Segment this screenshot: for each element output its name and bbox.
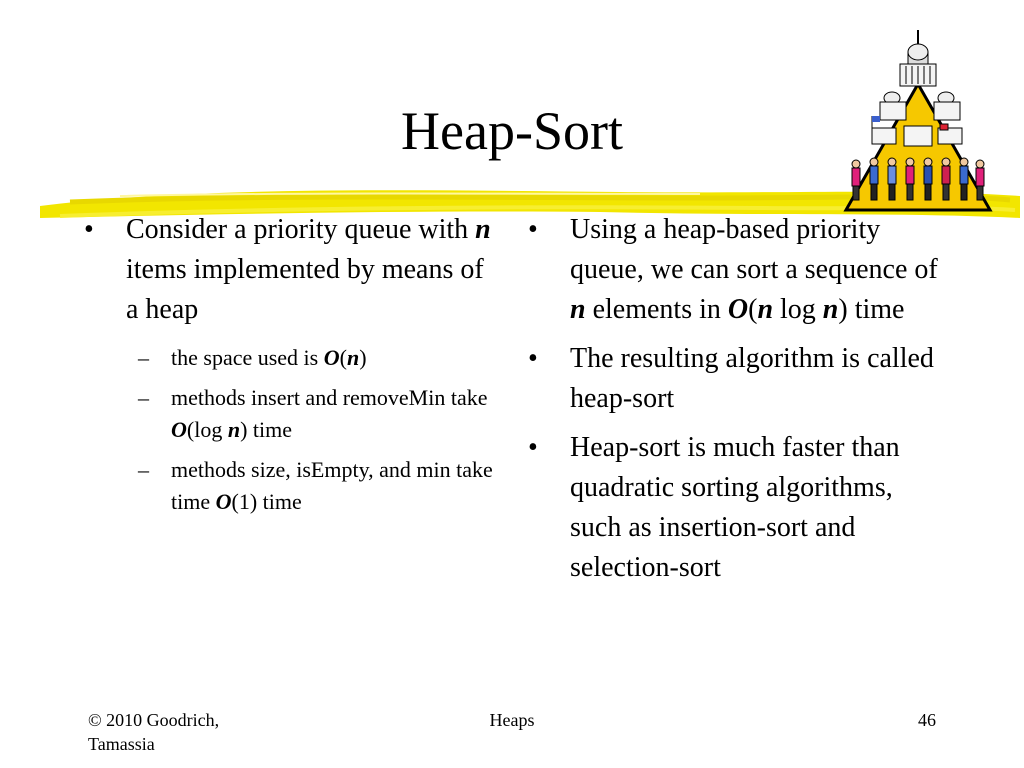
slide-title: Heap-Sort: [401, 101, 623, 161]
bullet-text: ) time: [838, 294, 905, 325]
bullet-heap-sort-name: [528, 339, 948, 419]
sub-text: the space used is: [171, 345, 324, 370]
big-o: O: [171, 417, 187, 442]
bullet-mark: •: [528, 432, 538, 463]
big-o: O: [323, 345, 340, 370]
footer-copyright: © 2010 Goodrich, Tamassia: [88, 710, 220, 754]
bullet-text: items implemented by means of a heap: [126, 254, 484, 325]
bullet-text: log: [773, 294, 823, 325]
sub-text: (log: [186, 417, 228, 442]
sub-bullet-space: [126, 342, 494, 374]
sub-text: methods insert and removeMin take: [171, 385, 488, 410]
right-column: [528, 210, 948, 597]
bullet-mark: •: [528, 343, 538, 374]
bullet-mark: •: [84, 214, 94, 245]
bullet-text: Consider a priority queue with: [126, 214, 476, 245]
dash-mark: –: [138, 385, 149, 410]
page-number: 46: [918, 710, 936, 730]
bullet-text: (: [748, 294, 758, 325]
bullet-heap-sort-faster: [528, 428, 948, 588]
sub-text: (1) time: [231, 489, 302, 514]
sub-bullet-insert-removemin: [126, 382, 494, 446]
var-n: n: [570, 294, 586, 325]
bullet-text: The resulting algorithm is called heap-sort: [570, 343, 934, 414]
left-column: [84, 210, 494, 518]
footer-topic: Heaps: [489, 710, 535, 730]
bullet-text: elements in: [585, 294, 728, 325]
bullet-priority-queue: [84, 210, 494, 330]
bullet-heap-based-sort: [528, 210, 948, 330]
sub-bullet-size-isempty-min: [126, 454, 494, 518]
bullet-mark: •: [528, 214, 538, 245]
dash-mark: –: [138, 345, 149, 370]
sub-text: ) time: [240, 417, 293, 442]
bullet-text: Using a heap-based priority queue, we can sort a sequence of: [570, 214, 938, 285]
var-n: n: [227, 417, 241, 442]
pyramid-of-people-clipart-icon: [842, 26, 994, 216]
bullet-text: Heap-sort is much faster than quadratic sorting algorithms, such as insertion-sort and selection-sort: [570, 432, 900, 583]
sub-text: methods size, isEmpty, and min take time: [171, 457, 493, 514]
sub-text: (: [339, 345, 347, 370]
var-n: n: [822, 294, 839, 325]
var-n: n: [346, 345, 360, 370]
big-o: O: [215, 489, 232, 514]
big-o: O: [727, 294, 749, 325]
var-n: n: [475, 214, 491, 245]
sub-text: ): [359, 345, 367, 370]
var-n: n: [757, 294, 774, 325]
dash-mark: –: [138, 457, 149, 482]
